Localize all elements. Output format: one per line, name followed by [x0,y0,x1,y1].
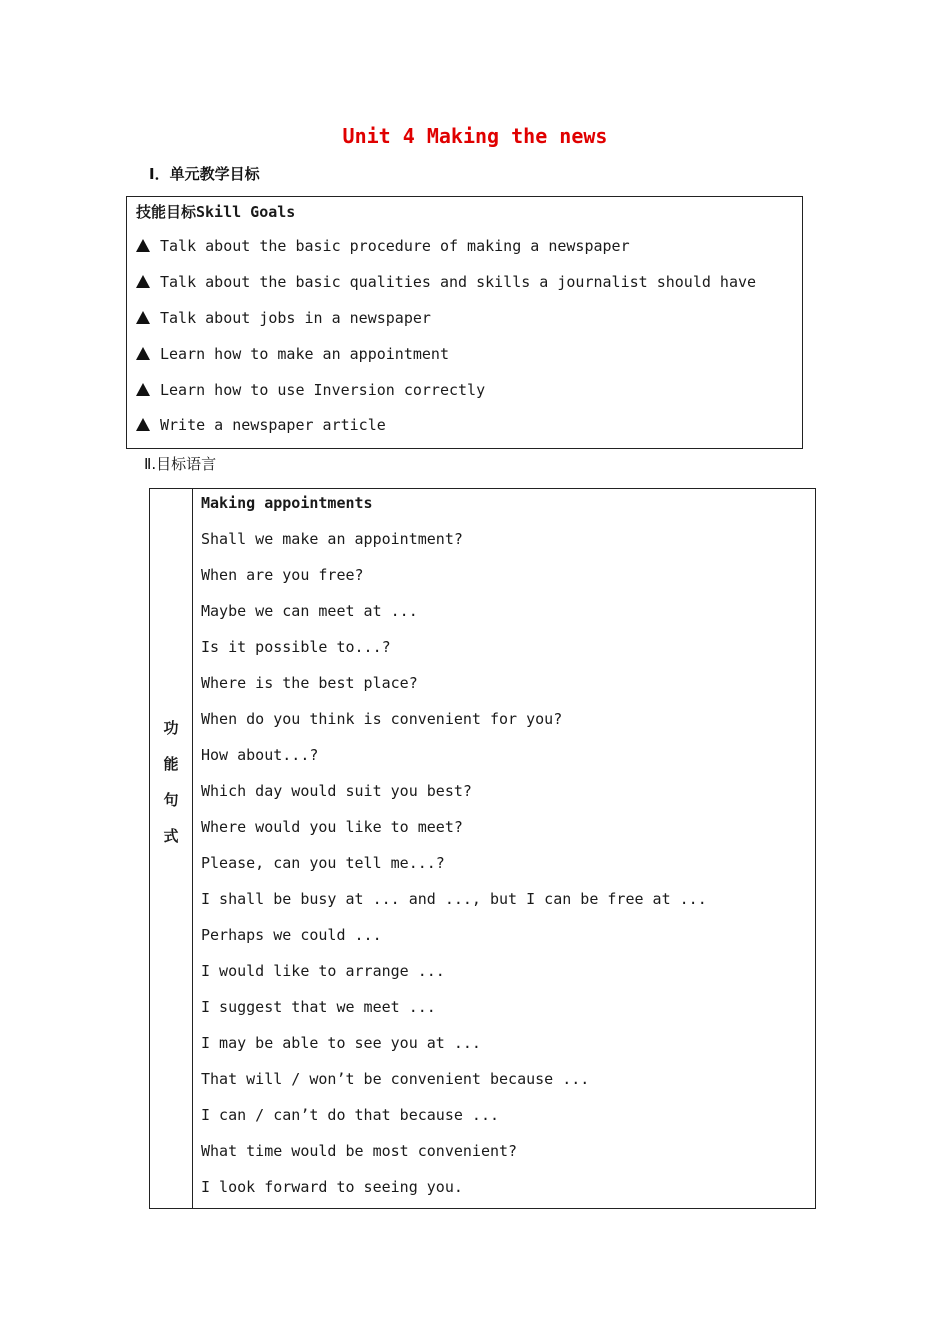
phrase-item: How about...? [201,746,319,764]
phrase-item: What time would be most convenient? [201,1142,518,1160]
phrase-item: Where would you like to meet? [201,818,463,836]
phrase-item: That will / won’t be convenient because ... [201,1070,590,1088]
phrase-item: I may be able to see you at ... [201,1034,481,1052]
section-heading-target-language: Ⅱ.目标语言 [144,455,217,473]
triangle-bullet-icon [136,311,150,324]
side-label-char: 句 [163,791,179,809]
phrase-item: I look forward to seeing you. [201,1178,463,1196]
phrase-item: Is it possible to...? [201,638,391,656]
phrase-item: Perhaps we could ... [201,926,382,944]
phrase-item: I would like to arrange ... [201,962,445,980]
phrase-item: Maybe we can meet at ... [201,602,418,620]
phrase-item: Where is the best place? [201,674,418,692]
goal-item: Learn how to make an appointment [136,345,449,363]
skill-goals-box [126,196,803,449]
phrase-item: I suggest that we meet ... [201,998,436,1016]
phrase-item: I can / can’t do that because ... [201,1106,500,1124]
goal-item: Talk about the basic procedure of making a newspaper [136,237,630,255]
target-language-table [149,488,816,1209]
column-divider [192,489,193,1208]
goal-item: Learn how to use Inversion correctly [136,381,485,399]
phrase-item: When do you think is convenient for you? [201,710,563,728]
goal-item: Talk about jobs in a newspaper [136,309,431,327]
triangle-bullet-icon [136,239,150,252]
triangle-bullet-icon [136,275,150,288]
phrase-item: Shall we make an appointment? [201,530,463,548]
goal-item: Talk about the basic qualities and skills a journalist should have [136,273,756,291]
triangle-bullet-icon [136,347,150,360]
skill-goals-heading: 技能目标Skill Goals [136,203,296,221]
phrases-heading: Making appointments [201,494,373,512]
side-label-char: 能 [163,755,179,773]
page-title: Unit 4 Making the news [342,124,608,148]
phrase-item: Please, can you tell me...? [201,854,445,872]
section-heading-goals: Ⅰ．单元教学目标 [149,165,260,183]
phrase-item: Which day would suit you best? [201,782,472,800]
side-label-char: 功 [163,719,179,737]
goal-item: Write a newspaper article [136,416,386,434]
side-label-char: 式 [163,827,179,845]
triangle-bullet-icon [136,418,150,431]
phrase-item: I shall be busy at ... and ..., but I can be free at ... [201,890,707,908]
phrase-item: When are you free? [201,566,364,584]
triangle-bullet-icon [136,383,150,396]
